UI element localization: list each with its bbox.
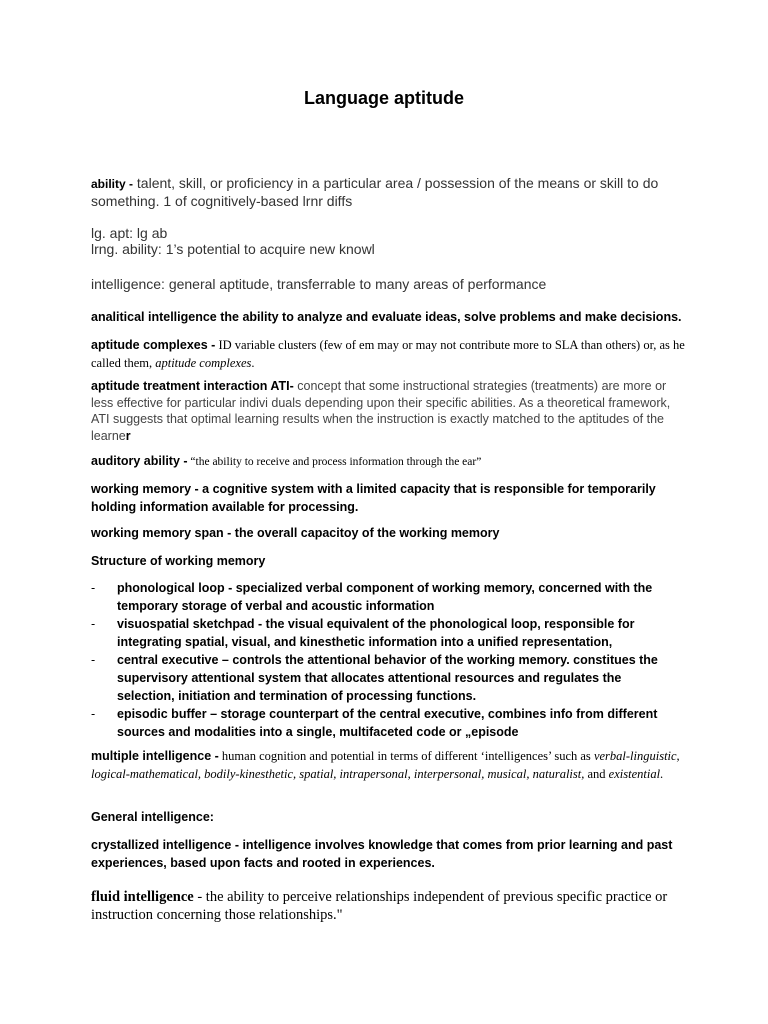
lg-apt-line: lg. apt: lg ab bbox=[91, 225, 168, 241]
wm-span-entry bbox=[91, 524, 691, 542]
fluid-entry bbox=[91, 888, 691, 924]
ability-entry bbox=[91, 175, 691, 211]
ability-definition: talent, skill, or proficiency in a particular area / possession of the means or skill to do something. 1 of cognitively-based lrnr diffs bbox=[91, 175, 659, 209]
ati-term: aptitude treatment interaction ATI- bbox=[91, 379, 294, 393]
wm-span-term: working memory span bbox=[91, 526, 224, 540]
ability-term: ability - bbox=[91, 177, 134, 191]
multiple-italic-last: existential bbox=[608, 767, 661, 781]
working-memory-term: working memory bbox=[91, 482, 192, 496]
working-memory-entry bbox=[91, 480, 691, 516]
fluid-term: fluid intelligence bbox=[91, 889, 194, 905]
multiple-end: . bbox=[660, 767, 664, 781]
aptitude-complexes-italic: aptitude complexes bbox=[155, 356, 252, 370]
working-memory-definition: - a cognitive system with a limited capacity that is responsible for temporarily holding information available for processing. bbox=[91, 482, 656, 514]
structure-list bbox=[91, 579, 671, 741]
multiple-italic-list: verbal-linguistic, logical-mathematical, bodily-kinesthetic, spatial, intrapersonal, interpersonal, musical, naturalist, bbox=[91, 749, 680, 781]
general-intelligence-heading: General intelligence: bbox=[91, 810, 214, 824]
aptitude-complexes-term: aptitude complexes - bbox=[91, 338, 216, 352]
intelligence-line: intelligence: general aptitude, transferrable to many areas of performance bbox=[91, 276, 547, 292]
multiple-intelligence-entry bbox=[91, 747, 691, 783]
ati-definition: concept that some instructional strategies (treatments) are more or less effective for particular indivi duals depending upon their specific abilities. As a theoretical framework, ATI suggests that optimal learning results when the instruction is exactly matched to the aptitudes of the learne bbox=[91, 379, 671, 443]
multiple-and: and bbox=[584, 767, 609, 781]
wm-span-definition: - the overall capacitoy of the working memory bbox=[223, 526, 500, 540]
auditory-definition: “the ability to receive and process information through the ear” bbox=[187, 456, 482, 468]
lrng-ability-line: lrng. ability: 1’s potential to acquire new knowl bbox=[91, 241, 375, 257]
crystallized-entry bbox=[91, 836, 691, 872]
multiple-term: multiple intelligence - bbox=[91, 749, 219, 763]
aptitude-complexes-entry bbox=[91, 336, 691, 372]
fluid-definition: - the ability to perceive relationships independent of previous specific practice or instruction concerning those relationships." bbox=[91, 889, 668, 923]
list-item: - central executive – controls the attentional behavior of the working memory. constitues the supervisory attentional system that allocates attentional resources and regulates the selection, initiation and termination of processing functions. bbox=[91, 653, 658, 703]
ati-last-letter: r bbox=[125, 429, 131, 443]
crystallized-definition: - intelligence involves knowledge that comes from prior learning and past experiences, based upon facts and rooted in experiences. bbox=[91, 838, 673, 870]
crystallized-term: crystallized intelligence bbox=[91, 838, 232, 852]
aptitude-complexes-definition: ID variable clusters (few of em may or may not contribute more to SLA than others) or, as he called them, bbox=[91, 338, 685, 370]
structure-heading: Structure of working memory bbox=[91, 554, 266, 568]
list-item: - phonological loop - specialized verbal component of working memory, concerned with the temporary storage of verbal and acoustic information bbox=[91, 581, 653, 613]
multiple-definition: human cognition and potential in terms of different ‘intelligences’ such as bbox=[218, 749, 594, 763]
page-title: Language aptitude bbox=[303, 88, 464, 108]
list-item: - episodic buffer – storage counterpart of the central executive, combines info from different sources and modalities into a single, multifaceted code or „episode bbox=[91, 707, 658, 739]
analitical-definition: the ability to analyze and evaluate ideas, solve problems and make decisions. bbox=[216, 310, 682, 324]
auditory-entry bbox=[91, 452, 691, 471]
analitical-term: analitical intelligence bbox=[91, 310, 217, 324]
ati-entry bbox=[91, 377, 691, 445]
aptitude-complexes-end: . bbox=[251, 356, 255, 370]
list-item: - visuospatial sketchpad - the visual equivalent of the phonological loop, responsible for integrating spatial, visual, and kinesthetic information into a unified representation, bbox=[91, 617, 635, 649]
auditory-term: auditory ability - bbox=[91, 454, 188, 468]
analitical-entry bbox=[91, 308, 691, 326]
